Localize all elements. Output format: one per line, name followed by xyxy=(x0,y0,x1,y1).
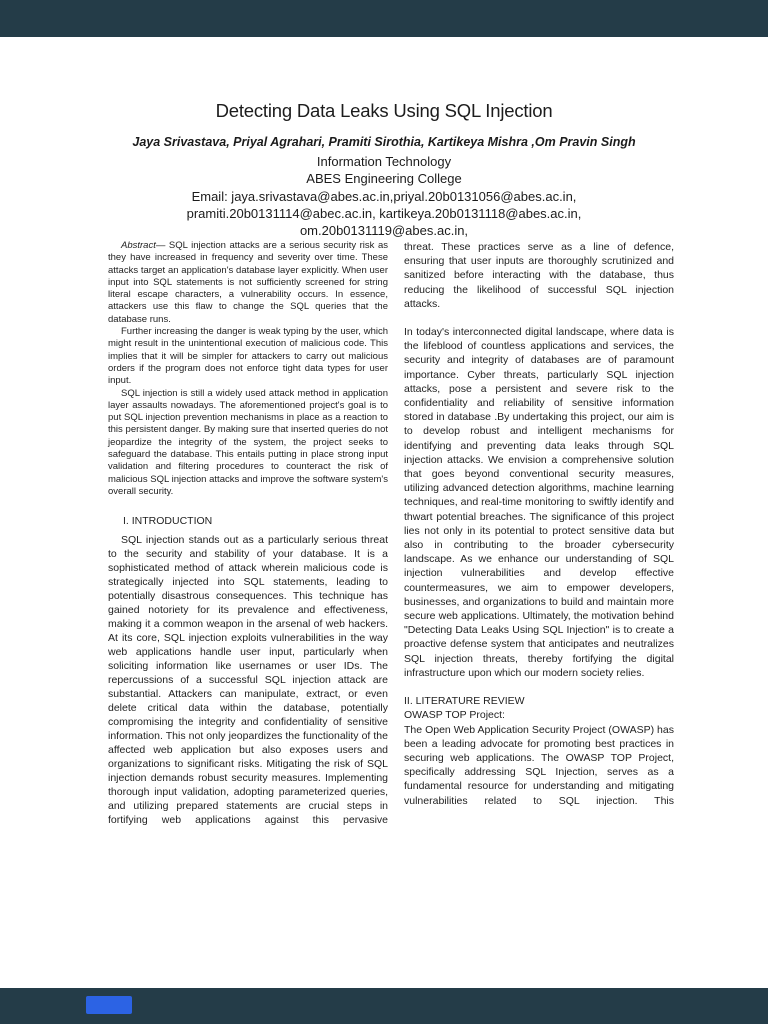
email-line: pramiti.20b0131114@abec.ac.in, kartikeya.20b0131118@abes.ac.in, xyxy=(186,205,582,221)
body-paragraph: threat. These practices serve as a line of defence, ensuring that user inputs are thoroughly scrutinized and sanitized before interacting with the database, thus reducing the likelihood of successful SQL injection attacks. xyxy=(404,241,674,310)
viewer-bottom-bar xyxy=(0,988,768,1024)
section-heading-literature-review: II. LITERATURE REVIEW xyxy=(404,695,525,708)
department-line: Information Technology xyxy=(316,154,452,169)
two-column-body xyxy=(108,240,674,827)
abstract-paragraph: Further increasing the danger is weak typing by the user, which might result in the unintentional execution of malicious code. This implies that it will be simpler for attackers to carry out malicious orders if the program does not enforce tight data types for user input. xyxy=(108,326,388,387)
section-heading-introduction: I. INTRODUCTION xyxy=(123,515,213,528)
paper-title: Detecting Data Leaks Using SQL Injection xyxy=(215,100,553,121)
abstract-label: Abstract— xyxy=(121,240,166,251)
authors-line: Jaya Srivastava, Priyal Agrahari, Pramiti Sirothia, Kartikeya Mishra ,Om Pravin Singh xyxy=(132,135,636,149)
abstract-paragraph xyxy=(108,240,388,326)
paper-header xyxy=(0,0,768,239)
abstract-text: SQL injection attacks are a serious security risk as they have increased in frequency and severity over time. These attacks target an application's database layer explicitly. When user input into SQL statements is not sufficiently screened for string literal escape characters, a vulnerability occurs. In essence, attackers use this flaw to change the SQL queries that the database runs. xyxy=(108,240,388,325)
right-column xyxy=(404,240,674,827)
subsection-heading-owasp: OWASP TOP Project: xyxy=(404,709,505,722)
affiliation-block xyxy=(0,153,768,239)
footer-action-button[interactable] xyxy=(86,996,132,1014)
email-line: om.20b0131119@abes.ac.in, xyxy=(299,223,469,239)
body-paragraph: In today's interconnected digital landscape, where data is the lifeblood of countless applications and services, the security and integrity of databases are of paramount importance. Cyber threats, particularly SQL injection attacks, pose a persistent and severe risk to the confidentiality and reliability of sensitive information stored in database .By undertaking this project, our aim is to develop robust and intelligent mechanisms for identifying and preventing data leaks through SQL injection attacks. We envision a comprehensive solution that goes beyond conventional security measures, utilizing advanced detection algorithms, machine learning techniques, and real-time monitoring to swiftly identify and thwart potential breaches. The significance of this project lies not only in its potential to protect sensitive data but also in contributing to the broader cybersecurity landscape. As we enhance our understanding of SQL injection vulnerabilities and develop effective countermeasures, we aim to empower developers, businesses, and organizations to build and maintain more secure web applications. Ultimately, the motivation behind "Detecting Data Leaks Using SQL Injection" is to create a proactive defense system that anticipates and neutralizes SQL injection threats, thereby fortifying the digital infrastructure upon which our modern society relies. xyxy=(404,326,674,679)
body-paragraph: The Open Web Application Security Project (OWASP) has been a leading advocate for promoting best practices in securing web applications. The OWASP TOP Project, specifically addressing SQL Injection, serves as a fundamental resource for understanding and mitigating vulnerabilities related to SQL injection. This xyxy=(404,723,674,807)
abstract-paragraph: SQL injection is still a widely used attack method in application layer assaults nowadays. The aforementioned project's goal is to put SQL injection prevention mechanisms in place as a reaction to this persistent danger. By making sure that inserted queries do not jeopardize the integrity of the system, the project seeks to safeguard the database. This entails putting in place strong input validation and filtering procedures to counteract the risk of malicious SQL injection attacks and improve the software system's overall security. xyxy=(108,387,388,497)
left-column xyxy=(108,240,388,827)
introduction-paragraph: SQL injection stands out as a particularly serious threat to the security and stability of your database. It is a sophisticated method of attack wherein malicious code is strategically injected into SQL statements, leading to potentially disastrous consequences. This technique has gained notoriety for its prevalence and effectiveness, making it a common weapon in the arsenal of web hackers. At its core, SQL injection exploits vulnerabilities in the way web applications handle user input, particularly when soliciting information like usernames or user IDs. The repercussions of a successful SQL injection attack are substantial. Attackers can manipulate, extract, or even delete critical data within the database, potentially compromising the integrity and confidentiality of sensitive information. This not only jeopardizes the functionality of the affected web application but also exposes users and organizations to significant risks. Mitigating the risk of SQL injection demands robust security measures. Implementing thorough input validation, adopting parameterized queries, and utilizing prepared statements are crucial steps in fortifying web applications against this pervasive xyxy=(108,534,388,827)
college-line: ABES Engineering College xyxy=(306,171,462,187)
email-line: Email: jaya.srivastava@abes.ac.in,priyal.20b0131056@abes.ac.in, xyxy=(191,188,577,204)
